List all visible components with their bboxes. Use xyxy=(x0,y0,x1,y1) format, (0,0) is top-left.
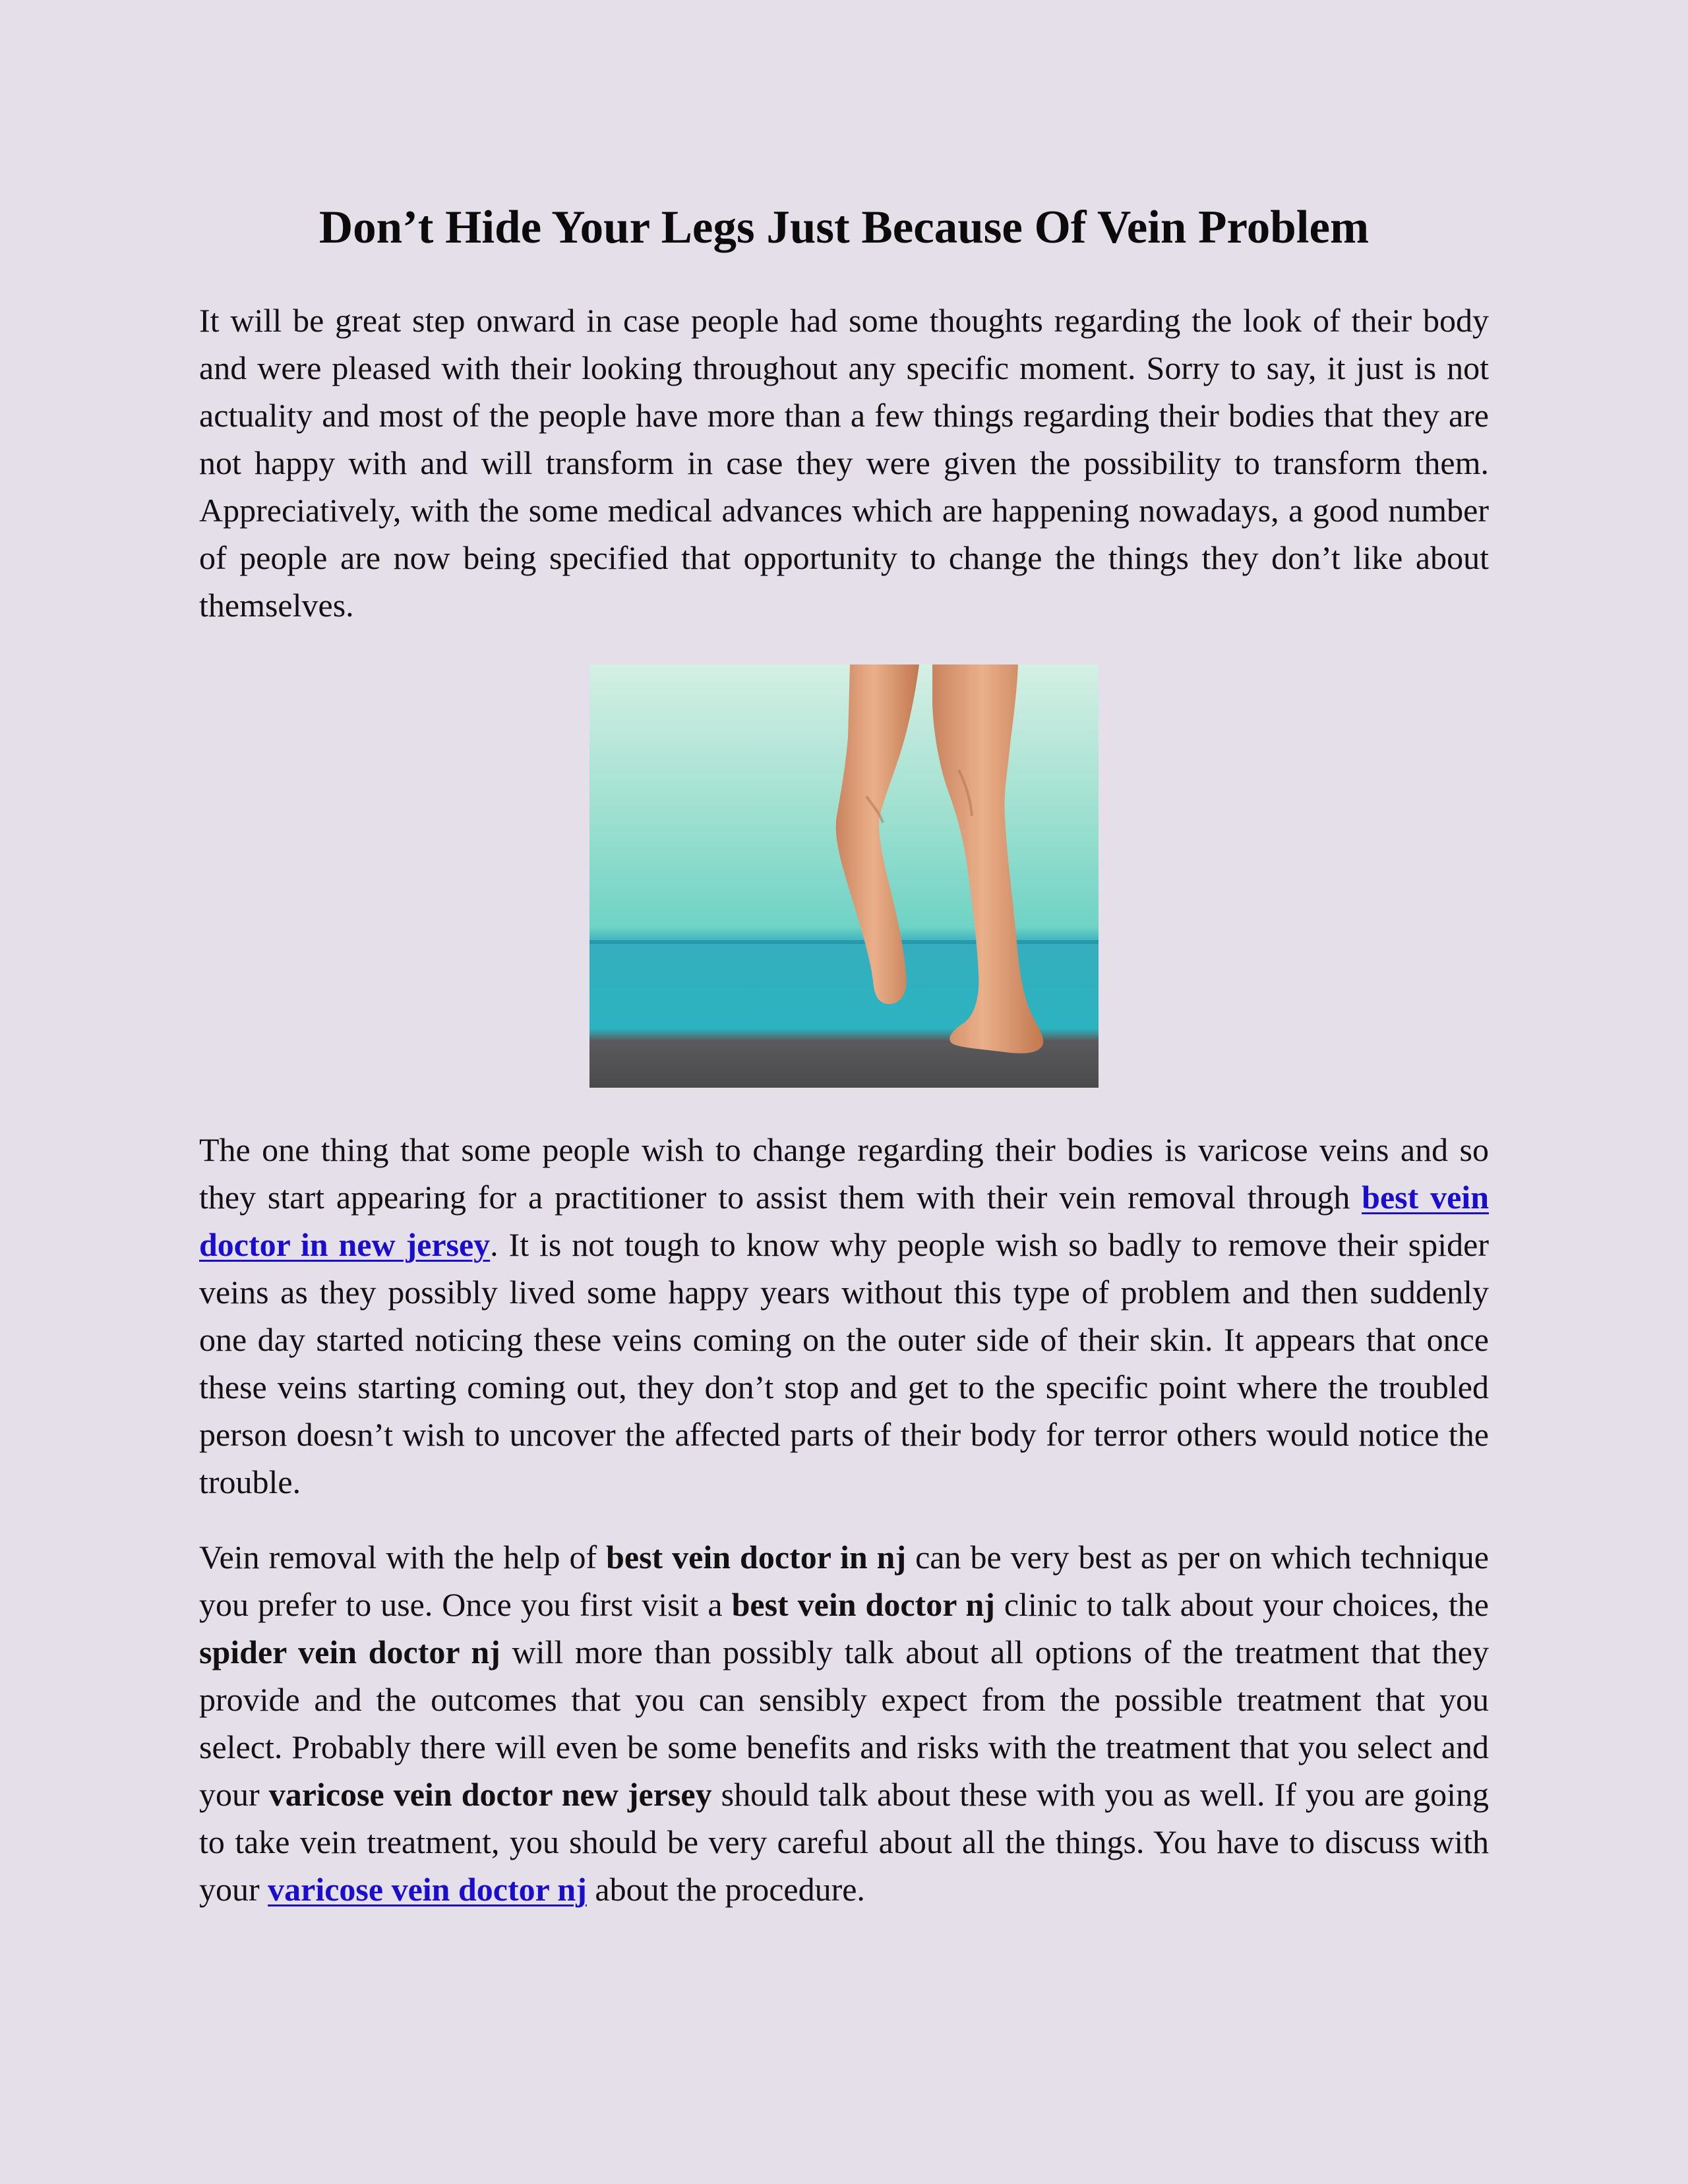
paragraph-varicose xyxy=(199,1126,1489,1506)
paragraph-vein-removal xyxy=(199,1533,1489,1913)
paragraph-varicose-text-2: . It is not tough to know why people wish so badly to remove their spider veins as they possibly lived some happy years without this type of problem and then suddenly one day started noticing these veins coming on the outer side of their skin. It appears that once these veins starting coming out, they don’t stop and get to the specific point where the troubled person doesn’t wish to uncover the affected parts of their body for terror others would notice the trouble. xyxy=(199,1226,1490,1500)
legs-on-beach-photo-icon xyxy=(589,664,1099,1088)
paragraph-removal-text-3: clinic to talk about your choices, the xyxy=(994,1586,1490,1623)
paragraph-removal-text-1: Vein removal with the help of xyxy=(199,1539,607,1576)
bold-best-vein-doctor-nj: best vein doctor nj xyxy=(731,1586,995,1623)
paragraph-removal-text-2: can be very best as per on which technique you prefer to use. Once you first visit a xyxy=(199,1539,1489,1623)
bold-spider-vein-doctor-nj: spider vein doctor nj xyxy=(199,1634,500,1670)
best-vein-doctor-new-jersey-link[interactable]: best vein doctor in new jersey xyxy=(199,1179,1490,1263)
paragraph-varicose-text-1: The one thing that some people wish to change regarding their bodies is varicose veins and so they start appearing for a practitioner to assist them with their vein removal through xyxy=(199,1131,1489,1216)
article-title: Don’t Hide Your Legs Just Because Of Vein Problem xyxy=(318,202,1370,253)
bold-varicose-vein-doctor-new-jersey: varicose vein doctor new jersey xyxy=(268,1776,712,1813)
paragraph-intro: It will be great step onward in case people had some thoughts regarding the look of their body and were pleased with their looking throughout any specific moment. Sorry to say, it just is not actuality and most of the people have more than a few things regarding their bodies that they are not happy with and will transform in case they were given the possibility to transform them. Appreciatively, with the some medical advances which are happening nowadays, a good number of people are now being specified that opportunity to change the things they don’t like about themselves. xyxy=(199,302,1489,624)
article xyxy=(199,191,1489,1913)
paragraph-removal-text-4: will more than possibly talk about all options of the treatment that they provide and the outcomes that you can sensibly expect from the possible treatment that you select. Probably there will even be some benefits and risks with the treatment that you select and your xyxy=(199,1634,1489,1813)
paragraph-removal-text-6: about the procedure. xyxy=(586,1871,865,1908)
legs-photo xyxy=(589,664,1099,1088)
paragraph-removal-text-5: should talk about these with you as well. If you are going to take vein treatment, you should be very careful about all the things. You have to discuss with your xyxy=(199,1776,1489,1908)
bold-best-vein-doctor-in-nj: best vein doctor in nj xyxy=(606,1539,907,1576)
varicose-vein-doctor-nj-link[interactable]: varicose vein doctor nj xyxy=(268,1871,587,1908)
